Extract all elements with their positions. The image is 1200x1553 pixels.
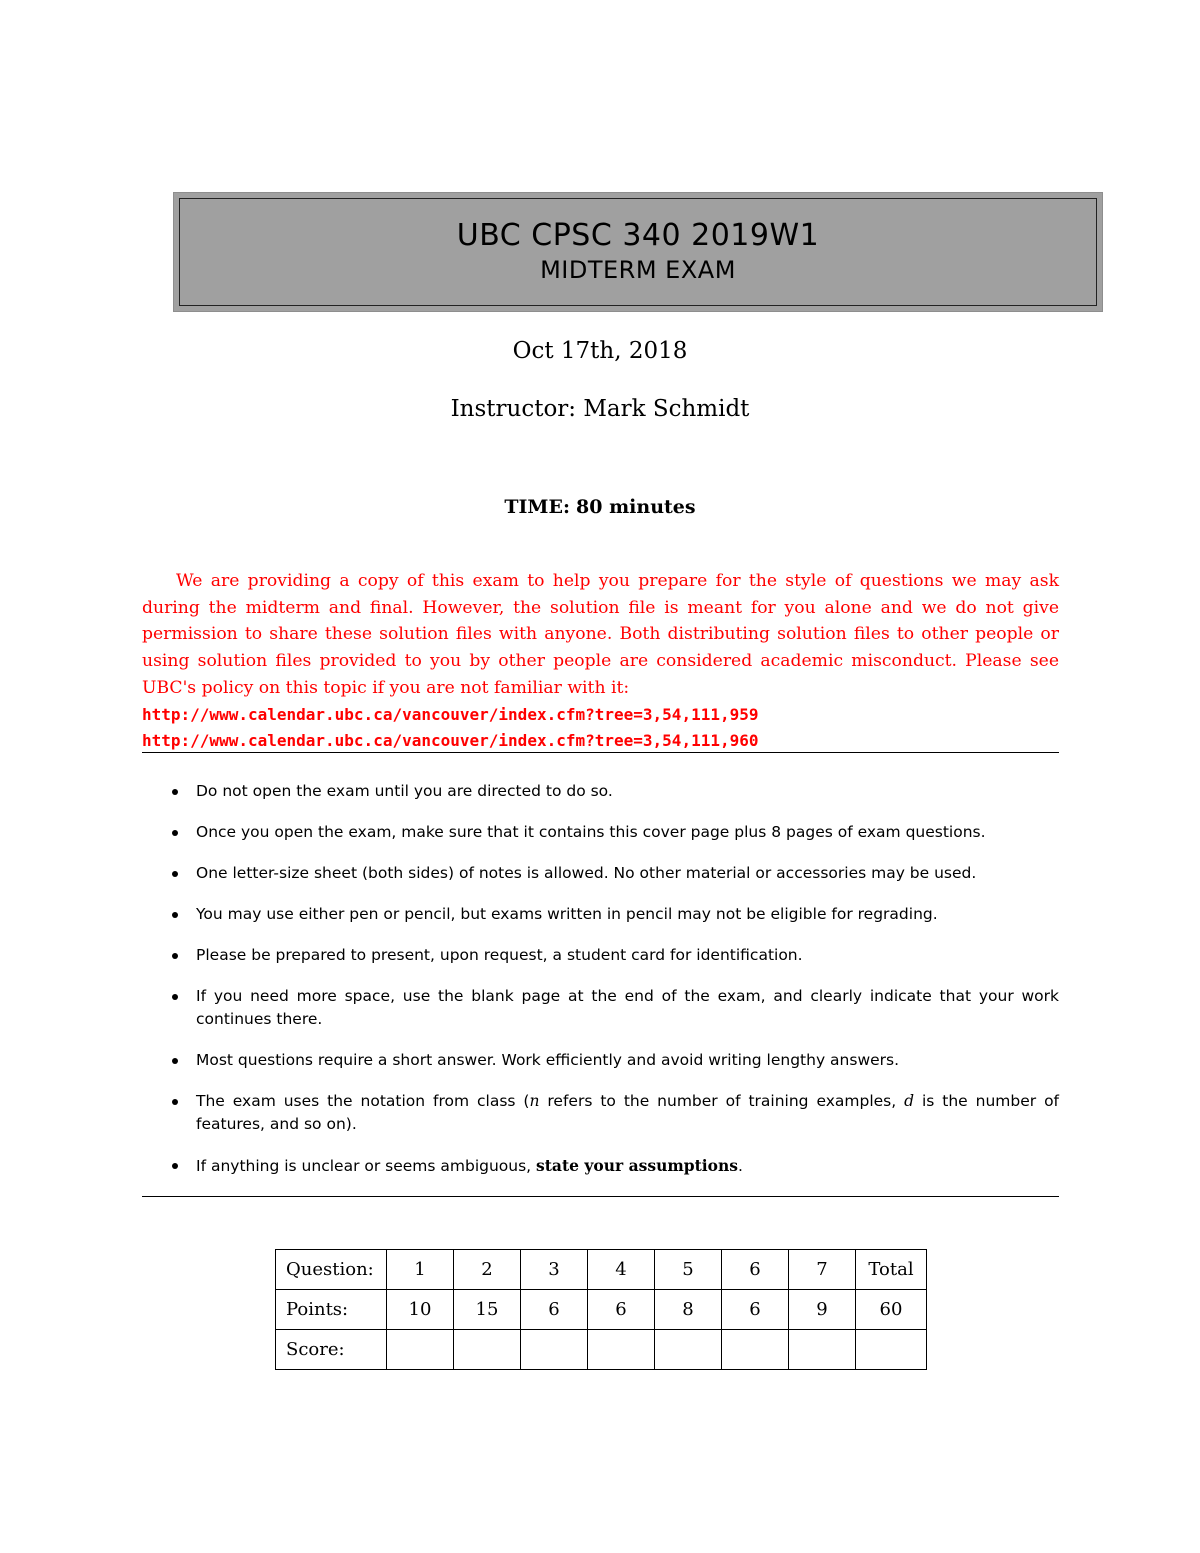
question-cell: 3 [521, 1250, 588, 1290]
time-value: 80 minutes [576, 496, 696, 518]
table-row [276, 1250, 927, 1290]
title-banner [173, 192, 1103, 312]
bullet-icon [172, 1099, 178, 1105]
points-cell: 8 [655, 1290, 722, 1330]
score-table [275, 1249, 927, 1370]
exam-duration [0, 496, 1200, 518]
score-cell[interactable] [789, 1330, 856, 1370]
bullet-icon [172, 1163, 178, 1169]
instructor-name: Instructor: Mark Schmidt [450, 396, 750, 422]
list-item: If you need more space, use the blank page at the end of the exam, and clearly indicate that your work continues there. [168, 985, 1059, 1031]
bullet-icon [172, 871, 178, 877]
question-cell: 4 [588, 1250, 655, 1290]
policy-link-960[interactable]: http://www.calendar.ubc.ca/vancouver/index.cfm?tree=3,54,111,960 [142, 731, 759, 751]
bullet-icon [172, 1058, 178, 1064]
list-item: The exam uses the notation from class (n refers to the number of training examples, d is the number of features, and so on). [168, 1090, 1059, 1136]
bullet-icon [172, 994, 178, 1000]
question-label: Question: [276, 1250, 387, 1290]
course-title: UBC CPSC 340 2019W1 [456, 218, 820, 253]
academic-integrity-notice [142, 568, 1059, 755]
instructions-list [168, 780, 1059, 1196]
score-cell[interactable] [588, 1330, 655, 1370]
question-cell: 1 [387, 1250, 454, 1290]
table-row [276, 1330, 927, 1370]
exam-date: Oct 17th, 2018 [512, 338, 688, 364]
bullet-icon [172, 953, 178, 959]
exam-title: MIDTERM EXAM [540, 256, 736, 284]
list-item: One letter-size sheet (both sides) of notes is allowed. No other material or accessories may be used. [168, 862, 1059, 885]
question-cell: 2 [454, 1250, 521, 1290]
divider-top [142, 752, 1059, 753]
policy-link-959[interactable]: http://www.calendar.ubc.ca/vancouver/index.cfm?tree=3,54,111,959 [142, 704, 759, 724]
list-item: Most questions require a short answer. Work efficiently and avoid writing lengthy answers. [168, 1049, 1059, 1072]
points-cell: 10 [387, 1290, 454, 1330]
points-cell-total: 60 [856, 1290, 927, 1330]
score-cell[interactable] [521, 1330, 588, 1370]
list-item: Please be prepared to present, upon request, a student card for identification. [168, 944, 1059, 967]
score-cell[interactable] [722, 1330, 789, 1370]
points-cell: 9 [789, 1290, 856, 1330]
points-cell: 6 [521, 1290, 588, 1330]
bullet-icon [172, 789, 178, 795]
table-row [276, 1290, 927, 1330]
score-label: Score: [276, 1330, 387, 1370]
divider-bottom [142, 1196, 1059, 1197]
question-cell: 7 [789, 1250, 856, 1290]
bullet-icon [172, 830, 178, 836]
question-cell: 6 [722, 1250, 789, 1290]
points-cell: 15 [454, 1290, 521, 1330]
score-cell[interactable] [454, 1330, 521, 1370]
points-label: Points: [276, 1290, 387, 1330]
score-cell[interactable] [655, 1330, 722, 1370]
score-cell-total[interactable] [856, 1330, 927, 1370]
notice-text: We are providing a copy of this exam to help you prepare for the style of questions we may ask during the midterm and final. However, the solution file is meant for you alone and we do not give permission to share these solution files with anyone. Both distributing solution files to other people or using solution files provided to you by other people are considered academic misconduct. Please see UBC's policy on this topic if you are not familiar with it: [142, 571, 1059, 698]
list-item: Do not open the exam until you are directed to do so. [168, 780, 1059, 803]
points-cell: 6 [722, 1290, 789, 1330]
points-cell: 6 [588, 1290, 655, 1330]
list-item: Once you open the exam, make sure that it contains this cover page plus 8 pages of exam questions. [168, 821, 1059, 844]
list-item: If anything is unclear or seems ambiguous, state your assumptions. [168, 1154, 1059, 1178]
list-item: You may use either pen or pencil, but exams written in pencil may not be eligible for regrading. [168, 903, 1059, 926]
title-banner-frame [179, 198, 1097, 306]
time-label: TIME: [504, 496, 570, 518]
question-cell: 5 [655, 1250, 722, 1290]
question-cell-total: Total [856, 1250, 927, 1290]
bullet-icon [172, 912, 178, 918]
score-cell[interactable] [387, 1330, 454, 1370]
